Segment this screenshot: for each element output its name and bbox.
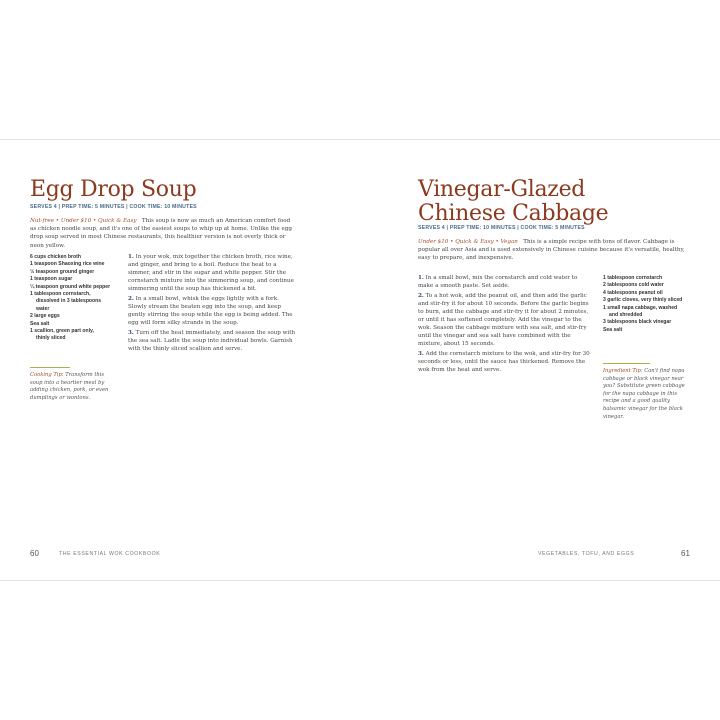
step-text: Turn off the heat immediately, and season the soup with the sea salt. Ladle the soup into individual bowls. Garnish with the thinly sliced scallion and serve.: [128, 329, 296, 353]
ingredient-item: 1 teaspoon sugar: [30, 276, 73, 283]
step-text: In a small bowl, mix the cornstarch and cold water to make a smooth paste. Set aside.: [418, 275, 578, 290]
left-page: [0, 140, 360, 580]
step-item: [128, 253, 298, 293]
step-item: [128, 329, 298, 353]
tip-divider: [603, 363, 650, 364]
ingredient-item: ¼ teaspoon ground white pepper: [30, 283, 111, 290]
step-text: Add the cornstarch mixture to the wok, and stir-fry for 30 seconds or less, until the sauce has thickened. Remove the wok from the heat and serve.: [418, 350, 590, 374]
ingredient-item: 4 tablespoons peanut oil: [603, 289, 663, 296]
step-item: [418, 274, 594, 290]
ingredient-item: 1 tablespoon cornstarch: [603, 275, 663, 281]
ingredient-item: ½ teaspoon ground ginger: [30, 268, 95, 275]
running-head: THE ESSENTIAL WOK COOKBOOK: [59, 551, 161, 557]
step-number: 1.: [418, 275, 424, 281]
ingredient-item: 1 small napa cabbage, washed: [603, 304, 678, 311]
running-head: VEGETABLES, TOFU, AND EGGS: [538, 551, 635, 557]
ingredient-item: 1 teaspoon Shaoxing rice wine: [30, 261, 105, 268]
step-item: [128, 295, 298, 327]
step-text: In your wok, mix together the chicken broth, rice wine, and ginger, and bring to a boil. Reduce the heat to a simmer, and stir in the sugar and white pepper. Stir the cornstarch mixture into the simmering soup, and continue simmering until the soup has thickened a bit.: [128, 254, 294, 293]
step-number: 3.: [418, 350, 424, 357]
recipe-intro: [30, 217, 298, 250]
title-line: Chinese Cabbage: [418, 201, 609, 226]
tip-label: Cooking Tip:: [30, 372, 64, 378]
tip-text: Can't find napa cabbage or black vinegar near you? Substitute green cabbage for the napa cabbage in this recipe and a good quality balsamic vinegar for the black vinegar.: [603, 368, 685, 420]
step-text: In a small bowl, whisk the eggs lightly with a fork. Slowly stream the beaten egg into the soup, and keep gently stirring the soup while the egg is being added. The egg will form silky strands in the soup.: [128, 295, 293, 327]
step-number: 2.: [128, 295, 134, 302]
step-number: 3.: [128, 329, 134, 336]
step-list: [418, 274, 594, 376]
recipe-tags: Under $10 • Quick & Easy • Vegan: [418, 239, 518, 245]
step-item: [418, 350, 594, 374]
cooking-tip: [30, 372, 112, 402]
ingredient-item: and shredded: [609, 312, 643, 319]
book-spread: [0, 139, 720, 581]
ingredient-tip: [603, 368, 685, 421]
step-text: To a hot wok, add the peanut oil, and then add the garlic and stir-fry it for about 10 seconds. Before the garlic begins to burn, add the cabbage and stir-fry it for about 2 minutes, or until it has softened completely. Add the vinegar to the wok. Season the cabbage mixture with sea salt, and stir-fry until the vinegar and sea salt have combined with the mixture, about 15 seconds.: [418, 292, 589, 348]
step-number: 2.: [418, 292, 424, 299]
ingredient-list: [30, 254, 122, 343]
recipe-meta: SERVES 4 | PREP TIME: 10 MINUTES | COOK TIME: 5 MINUTES: [418, 225, 585, 231]
ingredient-item: 3 tablespoons black vinegar: [603, 319, 672, 326]
ingredient-item: Sea salt: [603, 326, 623, 333]
step-number: 1.: [128, 254, 134, 260]
intro-text: This soup is now as much an American comfort food as chicken noodle soup, and it's one of the easiest soups to whip up at home. Unlike the egg drop soup served in most Chinese restaurants, this healthier version is not overly thick or neon yellow.: [30, 218, 292, 249]
page-number: 61: [681, 549, 690, 558]
intro-text: This is a simple recipe with tons of flavor. Cabbage is popular all over Asia and is used extensively in Chinese cuisine because it's versatile, healthy, easy to prepare, and inexpensive.: [418, 239, 685, 262]
title-line: Vinegar-Glazed: [418, 177, 586, 202]
tip-divider: [30, 367, 70, 368]
ingredient-item: dissolved in 3 tablespoons: [36, 298, 102, 305]
ingredient-item: 1 scallion, green part only,: [30, 328, 94, 335]
recipe-meta: SERVES 4 | PREP TIME: 5 MINUTES | COOK TIME: 10 MINUTES: [30, 204, 197, 210]
ingredient-item: thinly sliced: [36, 335, 66, 342]
ingredient-item: 6 cups chicken broth: [30, 254, 81, 260]
recipe-tags: Nut-free • Under $10 • Quick & Easy: [30, 218, 137, 224]
step-item: [418, 292, 594, 349]
recipe-intro: [418, 238, 690, 263]
ingredient-list: [603, 275, 695, 334]
ingredient-item: 1 tablespoon cornstarch,: [30, 291, 91, 298]
right-page: [360, 140, 720, 580]
ingredient-item: Sea salt: [30, 320, 50, 327]
ingredient-item: water: [36, 305, 50, 312]
ingredient-item: 2 large eggs: [30, 313, 60, 320]
recipe-title: Egg Drop Soup: [30, 177, 197, 202]
tip-text: Transform this soup into a heartier meal by adding chicken, pork, or even dumplings or wontons.: [30, 372, 109, 401]
recipe-title: [418, 178, 608, 226]
ingredient-item: 2 tablespoons cold water: [603, 282, 664, 289]
tip-label: Ingredient Tip:: [603, 368, 643, 374]
ingredient-item: 3 garlic cloves, very thinly sliced: [603, 297, 683, 304]
step-list: [128, 253, 298, 355]
page-number: 60: [30, 549, 39, 558]
